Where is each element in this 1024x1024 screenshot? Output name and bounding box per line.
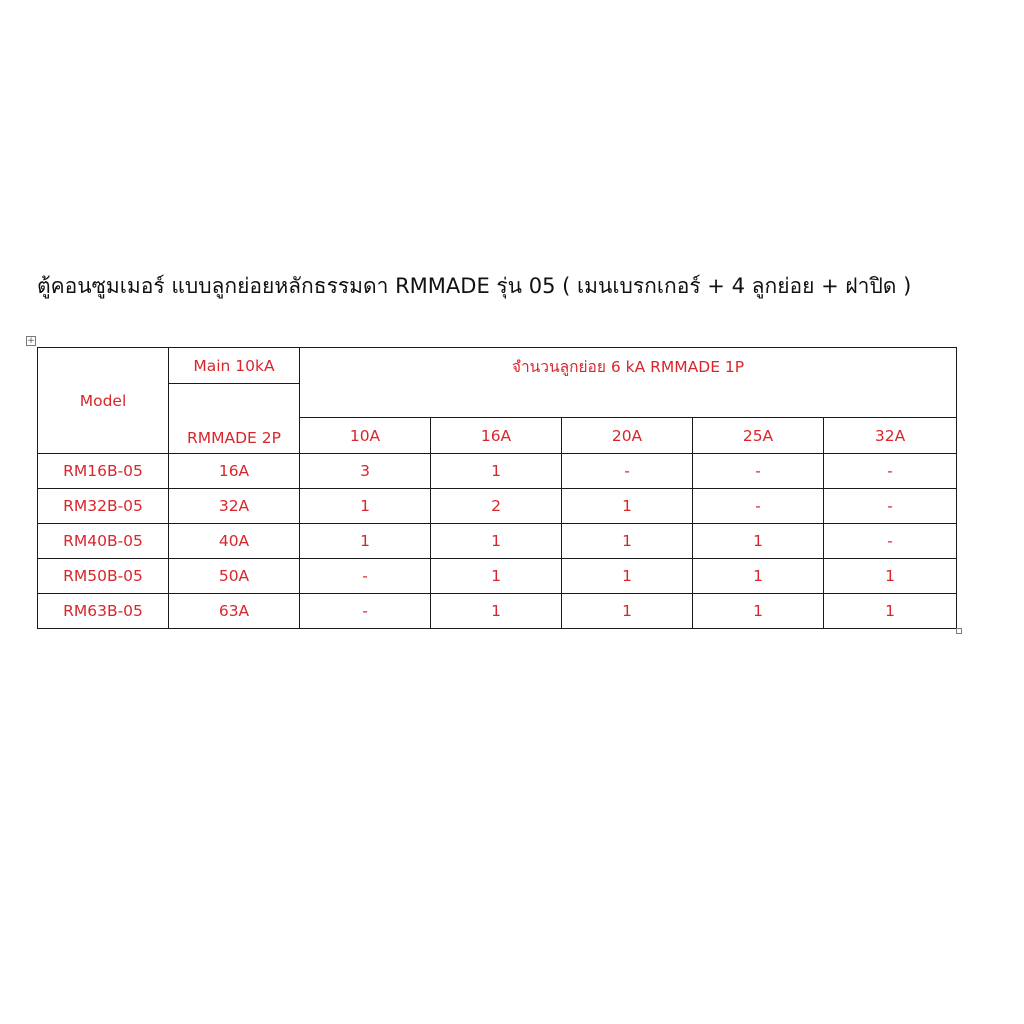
count-cell: 1 (562, 594, 693, 629)
count-cell: - (300, 594, 431, 629)
branch-col-header: 25A (693, 418, 824, 454)
table-resize-handle-icon[interactable] (956, 628, 962, 634)
count-cell: 1 (431, 454, 562, 489)
model-cell: RM40B-05 (38, 524, 169, 559)
table-row (38, 559, 957, 594)
model-cell: RM50B-05 (38, 559, 169, 594)
branch-col-header: 20A (562, 418, 693, 454)
count-cell: 1 (562, 524, 693, 559)
branch-col-header: 32A (824, 418, 957, 454)
count-cell: - (300, 559, 431, 594)
main-cell: 50A (169, 559, 300, 594)
count-cell: 1 (431, 594, 562, 629)
count-cell: - (824, 524, 957, 559)
model-header: Model (38, 348, 169, 454)
count-cell: - (562, 454, 693, 489)
count-cell: 2 (431, 489, 562, 524)
count-cell: 3 (300, 454, 431, 489)
main-cell: 16A (169, 454, 300, 489)
count-cell: 1 (300, 489, 431, 524)
main-cell: 63A (169, 594, 300, 629)
table-move-handle-icon[interactable]: + (27, 336, 35, 346)
count-cell: 1 (693, 559, 824, 594)
page-title: ตู้คอนซูมเมอร์ แบบลูกย่อยหลักธรรมดา RMMADE รุ่น 05 ( เมนเบรกเกอร์ + 4 ลูกย่อย + ฝาปิด ) (37, 274, 912, 298)
model-cell: RM32B-05 (38, 489, 169, 524)
header-row-1 (38, 348, 957, 384)
count-cell: 1 (431, 524, 562, 559)
branch-col-header: 16A (431, 418, 562, 454)
table-row (38, 524, 957, 559)
count-cell: - (824, 489, 957, 524)
count-cell: - (693, 454, 824, 489)
count-cell: - (693, 489, 824, 524)
count-cell: 1 (562, 489, 693, 524)
table-row (38, 454, 957, 489)
table-row (38, 594, 957, 629)
count-cell: 1 (824, 559, 957, 594)
count-cell: 1 (824, 594, 957, 629)
table-row (38, 489, 957, 524)
spec-table (37, 347, 957, 629)
branch-header: จำนวนลูกย่อย 6 kA RMMADE 1P (300, 348, 957, 418)
model-cell: RM63B-05 (38, 594, 169, 629)
main-cell: 40A (169, 524, 300, 559)
branch-col-header: 10A (300, 418, 431, 454)
count-cell: - (824, 454, 957, 489)
main-cell: 32A (169, 489, 300, 524)
count-cell: 1 (693, 594, 824, 629)
model-cell: RM16B-05 (38, 454, 169, 489)
count-cell: 1 (693, 524, 824, 559)
main-subheader: RMMADE 2P (169, 384, 300, 454)
count-cell: 1 (300, 524, 431, 559)
count-cell: 1 (562, 559, 693, 594)
main-header: Main 10kA (169, 348, 300, 384)
count-cell: 1 (431, 559, 562, 594)
